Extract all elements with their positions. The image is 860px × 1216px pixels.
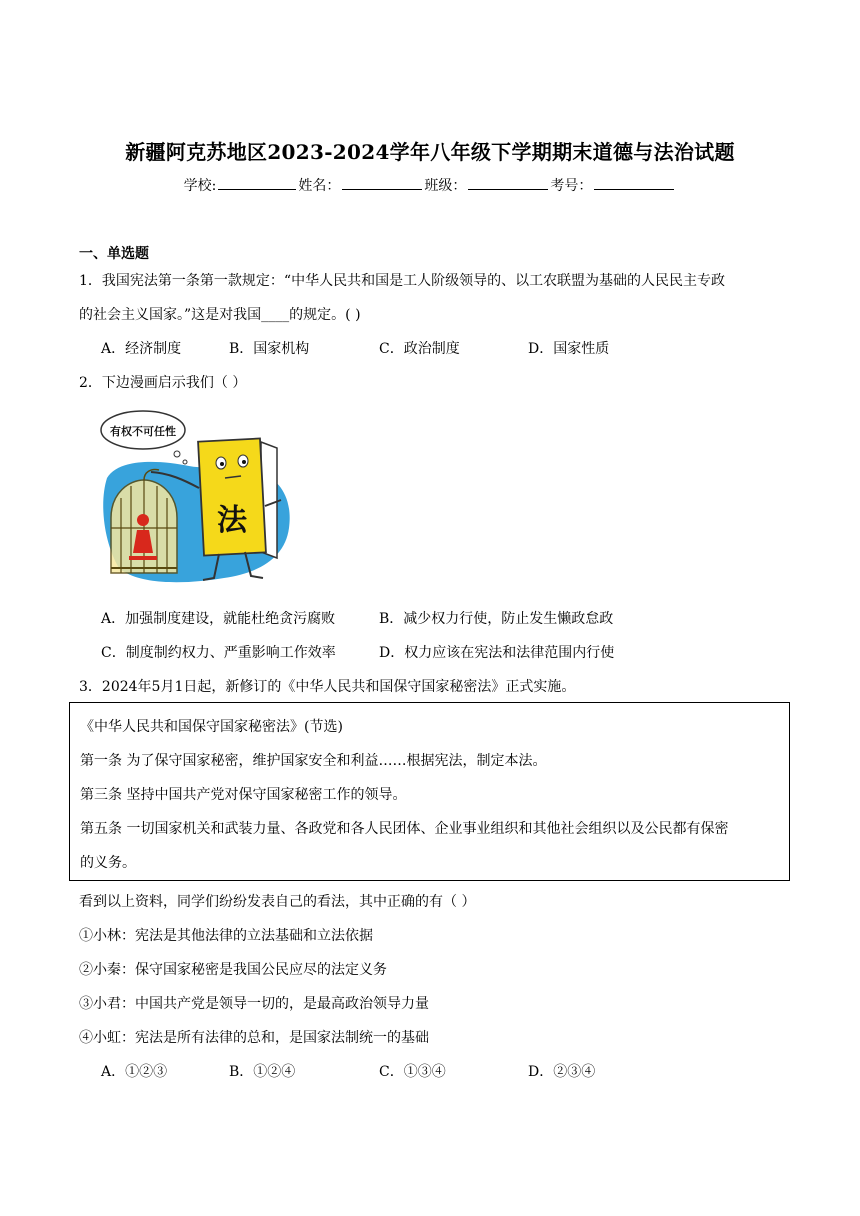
q3-option-a: A．①②③ (101, 1064, 168, 1080)
q2-option-b: B．减少权力行使，防止发生懒政怠政 (379, 611, 614, 627)
school-label: 学校: (183, 178, 217, 194)
excerpt-article-5-cont: 的义务。 (80, 855, 136, 871)
student-info (0, 175, 860, 195)
q3-view-2: ②小秦：保守国家秘密是我国公民应尽的法定义务 (79, 962, 387, 978)
q1-option-d: D．国家性质 (528, 341, 610, 357)
q1-option-b: B．国家机构 (229, 341, 310, 357)
q2-option-d: D．权力应该在宪法和法律范围内行使 (379, 645, 615, 661)
page-title: 新疆阿克苏地区2023-2024学年八年级下学期期末道德与法治试题 (125, 140, 735, 164)
q3-stem: 3．2024年5月1日起，新修订的《中华人民共和国保守国家秘密法》正式实施。 (79, 679, 576, 695)
bubble-text: 有权不可任性 (110, 425, 176, 438)
cartoon-image (99, 408, 295, 586)
q3-ask: 看到以上资料，同学们纷纷发表自己的看法，其中正确的有（ ） (79, 894, 476, 910)
q1-option-c: C．政治制度 (379, 341, 460, 357)
excerpt-article-1: 第一条 为了保守国家秘密，维护国家安全和利益……根据宪法，制定本法。 (80, 753, 547, 769)
excerpt-article-5: 第五条 一切国家机关和武装力量、各政党和各人民团体、企业事业组织和其他社会组织以及公民都有保密 (80, 821, 729, 837)
q2-option-c: C．制度制约权力、严重影响工作效率 (101, 645, 336, 661)
q3-option-b: B．①②④ (229, 1064, 296, 1080)
q3-option-d: D．②③④ (528, 1064, 596, 1080)
section-heading: 一、单选题 (79, 246, 149, 262)
book-text: 法 (217, 503, 247, 538)
law-excerpt-box (69, 702, 790, 881)
name-blank (342, 175, 422, 190)
q3-view-3: ③小君：中国共产党是领导一切的，是最高政治领导力量 (79, 996, 429, 1012)
q3-view-4: ④小虹：宪法是所有法律的总和，是国家法制统一的基础 (79, 1030, 429, 1046)
excerpt-title: 《中华人民共和国保守国家秘密法》(节选) (80, 719, 343, 735)
class-blank (468, 175, 548, 190)
class-label: 班级： (424, 178, 467, 194)
excerpt-article-3: 第三条 坚持中国共产党对保守国家秘密工作的领导。 (80, 787, 407, 803)
number-blank (594, 175, 674, 190)
q1-stem-line1: 1．我国宪法第一条第一款规定：“中华人民共和国是工人阶级领导的、以工农联盟为基础的人民民主专政 (79, 273, 726, 289)
number-label: 考号： (550, 178, 593, 194)
q3-option-c: C．①③④ (379, 1064, 446, 1080)
q3-view-1: ①小林：宪法是其他法律的立法基础和立法依据 (79, 928, 373, 944)
name-label: 姓名： (298, 178, 341, 194)
speech-bubble (101, 411, 187, 464)
school-blank (218, 175, 296, 190)
q2-option-a: A．加强制度建设，就能杜绝贪污腐败 (101, 611, 336, 627)
q2-stem: 2．下边漫画启示我们（ ） (79, 375, 247, 391)
q1-stem-line2: 的社会主义国家。”这是对我国____的规定。( ) (79, 307, 361, 323)
q1-option-a: A．经济制度 (101, 341, 182, 357)
